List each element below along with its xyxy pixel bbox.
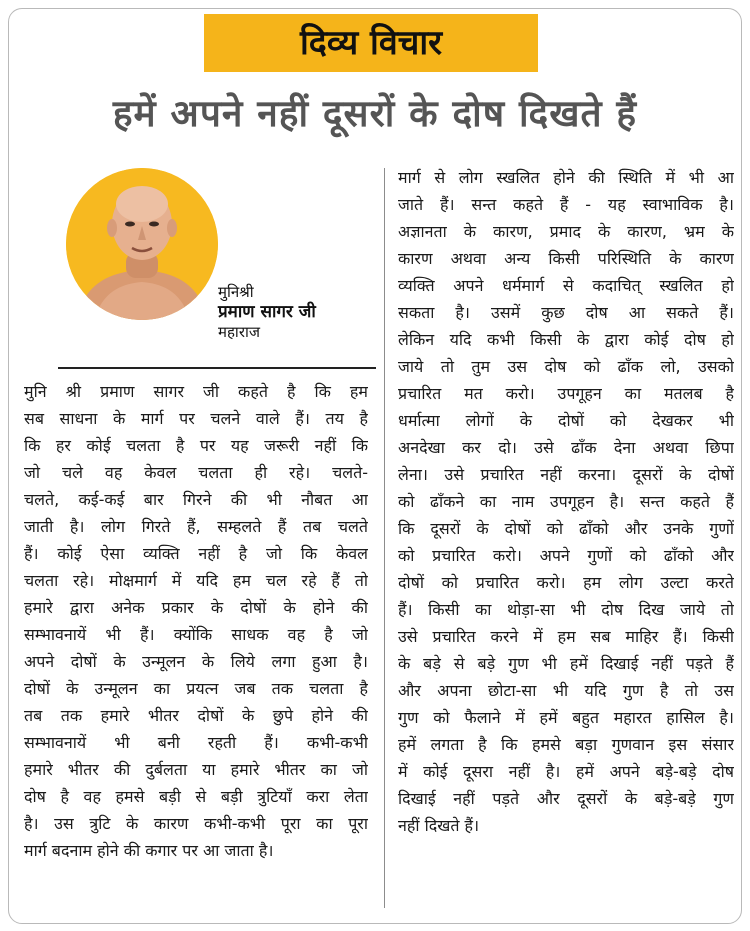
column-divider bbox=[384, 168, 385, 908]
text-line: कारण अथवा अन्य किसी परिस्थिति के कारण bbox=[398, 249, 734, 268]
text-line: जाये तो तुम उस दोष को ढाँक लो, उसको bbox=[398, 357, 734, 376]
article-right-column bbox=[398, 164, 734, 839]
text-line: को प्रचारित करो। अपने गुणों को ढाँको और bbox=[398, 546, 734, 565]
text-line: चलता रहे। मोक्षमार्ग में यदि हम चल रहे हैं तो bbox=[24, 571, 368, 590]
text-line: मार्ग बदनाम होने की कगार पर आ जाता है। bbox=[24, 841, 274, 860]
text-line: धर्मात्मा लोगों के दोषों को देखकर भी bbox=[398, 411, 734, 430]
text-line: सब साधना के मार्ग पर चलने वाले हैं। तय है bbox=[24, 409, 368, 428]
author-name: प्रमाण सागर जी bbox=[218, 302, 316, 322]
text-line: को ढाँकने का नाम उपगूहन है। सन्त कहते हैं bbox=[398, 492, 734, 511]
text-line: सकता है। उसमें कुछ दोष आ सकते हैं। bbox=[398, 303, 734, 322]
article-left-column bbox=[24, 378, 368, 864]
text-line: हैं। कोई ऐसा व्यक्ति नहीं है जो कि केवल bbox=[24, 544, 368, 563]
text-line: जो चले वह केवल चलता ही रहे। चलते- bbox=[24, 463, 368, 482]
monk-portrait-image bbox=[66, 168, 218, 320]
author-honorific: महाराज bbox=[218, 323, 260, 341]
text-line: जाती है। लोग गिरते हैं, सम्हलते हैं तब चलते bbox=[24, 517, 368, 536]
article-headline: हमें अपने नहीं दूसरों के दोष दिखते हैं bbox=[112, 92, 638, 135]
text-line: सम्भावनायें भी बनी रहती हैं। कभी-कभी bbox=[24, 733, 368, 752]
section-label: दिव्य विचार bbox=[204, 14, 538, 72]
text-line: प्रचारित मत करो। उपगूहन का मतलब है bbox=[398, 384, 734, 403]
text-line: लेना। उसे प्रचारित नहीं करना। दूसरों के दोषों bbox=[398, 465, 734, 484]
text-line: हमें लगता है कि हमसे बड़ा गुणवान इस संसार bbox=[398, 735, 734, 754]
text-line: अज्ञानता के कारण, प्रमाद के कारण, भ्रम के bbox=[398, 222, 734, 241]
author-photo bbox=[66, 168, 218, 320]
text-line: कि दूसरों के दोषों को ढाँको और उनके गुणों bbox=[398, 519, 734, 538]
text-line: दोष है वह हमसे बड़ी से बड़ी त्रुटियाँ करा लेता bbox=[24, 787, 368, 806]
text-line: अपने दोषों के उन्मूलन के लिये लगा हुआ है। bbox=[24, 652, 368, 671]
text-line: मुनि श्री प्रमाण सागर जी कहते है कि हम bbox=[24, 382, 368, 401]
text-line: जाते हैं। सन्त कहते हैं - यह स्वाभाविक है। bbox=[398, 195, 734, 214]
text-line: लेकिन यदि कभी किसी के द्वारा कोई दोष हो bbox=[398, 330, 734, 349]
text-line: नहीं दिखते हैं। bbox=[398, 816, 480, 835]
text-line: अनदेखा कर दो। उसे ढाँक देना अथवा छिपा bbox=[398, 438, 734, 457]
text-line: और अपना छोटा-सा भी यदि गुण है तो उस bbox=[398, 681, 734, 700]
text-line: में कोई दूसरा नहीं है। हमें अपने बड़े-बड़े दोष bbox=[398, 762, 734, 781]
text-line: सम्भावनायें भी हैं। क्योंकि साधक वह है जो bbox=[24, 625, 368, 644]
text-line: के बड़े से बड़े गुण भी हमें दिखाई नहीं पड़ते हैं bbox=[398, 654, 734, 673]
text-line: हैं। किसी का थोड़ा-सा भी दोष दिख जाये तो bbox=[398, 600, 734, 619]
byline-divider bbox=[58, 367, 376, 369]
text-line: चलते, कई-कई बार गिरने की भी नौबत आ bbox=[24, 490, 368, 509]
text-line: उसे प्रचारित करने में हम सब माहिर हैं। किसी bbox=[398, 627, 734, 646]
text-line: हमारे द्वारा अनेक प्रकार के दोषों के होने की bbox=[24, 598, 368, 617]
text-line: दिखाई नहीं पड़ते और दूसरों के बड़े-बड़े गुण bbox=[398, 789, 734, 808]
author-credit bbox=[218, 282, 316, 342]
author-title: मुनिश्री bbox=[218, 283, 254, 301]
text-line: तब तक हमारे भीतर दोषों के छुपे होने की bbox=[24, 706, 368, 725]
text-line: दोषों को प्रचारित करो। हम लोग उल्टा करते bbox=[398, 573, 734, 592]
text-line: दोषों के उन्मूलन का प्रयत्न जब तक चलता है bbox=[24, 679, 368, 698]
text-line: है। उस त्रुटि के कारण कभी-कभी पूरा का पूरा bbox=[24, 814, 368, 833]
text-line: मार्ग से लोग स्खलित होने की स्थिति में भी आ bbox=[398, 168, 734, 187]
text-line: कि हर कोई चलता है पर यह जरूरी नहीं कि bbox=[24, 436, 368, 455]
text-line: व्यक्ति अपने धर्ममार्ग से कदाचित् स्खलित हो bbox=[398, 276, 734, 295]
text-line: हमारे भीतर की दुर्बलता या हमारे भीतर का जो bbox=[24, 760, 368, 779]
text-line: गुण को फैलाने में हमें बहुत महारत हासिल है। bbox=[398, 708, 734, 727]
